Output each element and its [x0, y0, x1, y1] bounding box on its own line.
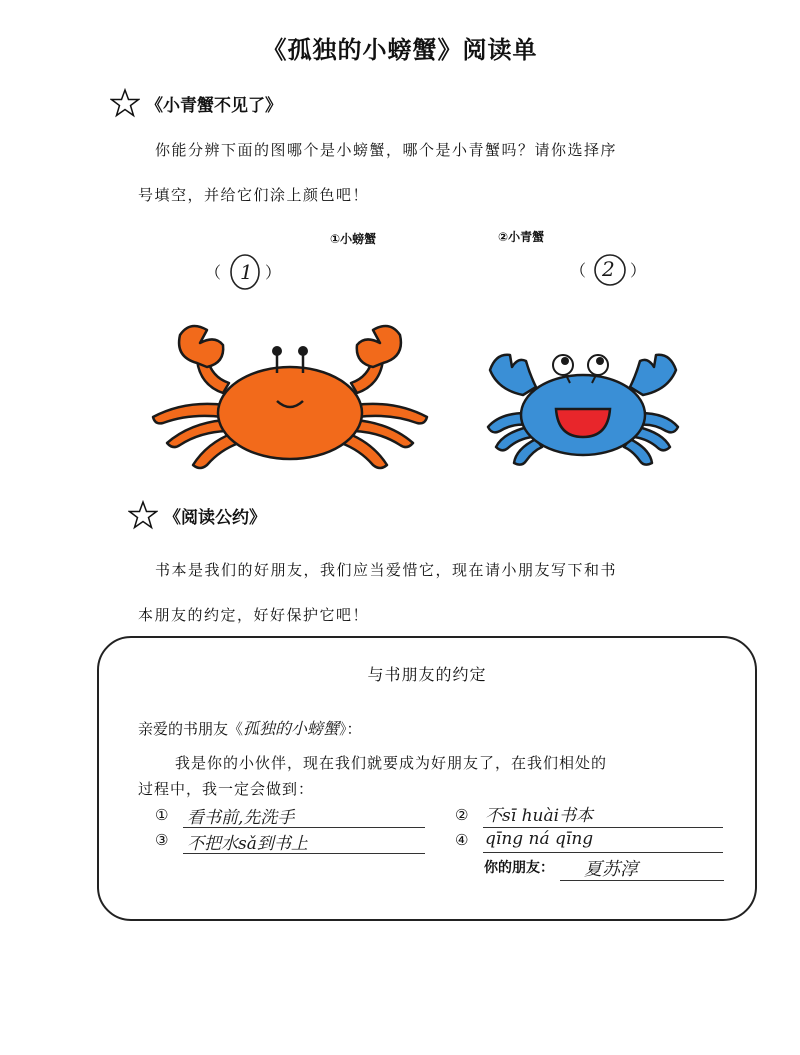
section1-heading-row: [110, 88, 282, 118]
greeting-book-title: 孤独的小螃蟹: [243, 719, 340, 738]
agreement-body-line1: 我是你的小伙伴，现在我们就要成为好朋友了，在我们相处的: [175, 754, 608, 772]
paren-close: ）: [630, 261, 647, 280]
answer-left: 1: [240, 260, 253, 284]
promise-num-3: ③: [155, 831, 169, 849]
page-title: 《孤独的小螃蟹》阅读单: [262, 36, 538, 64]
promise-text-2: 不sī huài书本: [485, 806, 594, 826]
option1-label: ①小螃蟹: [330, 232, 377, 246]
star-icon: [110, 88, 140, 118]
orange-crab-illustration: [145, 305, 435, 480]
promise-text-3: 不把水sǎ到书上: [187, 834, 308, 854]
friend-signature: [484, 853, 724, 883]
section2-heading-row: [128, 500, 266, 530]
greeting-prefix: 亲爱的书朋友《: [138, 720, 244, 738]
promise-num-4: ④: [455, 831, 469, 849]
promise-item-3: [155, 828, 425, 854]
option2-label: ②小青蟹: [498, 230, 545, 244]
section2-text-line2: 本朋友的约定，好好保护它吧！: [138, 606, 370, 624]
paren-close: ）: [265, 263, 282, 282]
section1-instruction-line1: 你能分辨下面的图哪个是小螃蟹，哪个是小青蟹吗？请你选择序: [155, 141, 618, 159]
write-line: [560, 880, 724, 881]
star-icon: [128, 500, 158, 530]
section1-heading: 《小青蟹不见了》: [146, 95, 282, 116]
promise-text-1: 看书前,先洗手: [187, 808, 295, 828]
agreement-title: 与书朋友的约定: [367, 665, 487, 684]
write-line: [183, 853, 425, 854]
friend-name: 夏苏淳: [584, 859, 638, 880]
promise-item-4: [455, 828, 723, 854]
blue-crab-illustration: [478, 345, 688, 475]
answer-blank-left: [205, 252, 295, 292]
answer-right: 2: [602, 257, 615, 281]
answer-blank-right: [570, 250, 660, 290]
agreement-body-line2: 过程中，我一定会做到：: [138, 780, 315, 798]
paren-open: （: [205, 263, 222, 282]
section2-text-line1: 书本是我们的好朋友，我们应当爱惜它，现在请小朋友写下和书: [155, 561, 618, 579]
section1-instruction-line2: 号填空，并给它们涂上颜色吧！: [138, 186, 370, 204]
promise-text-4: qīng ná qīng: [485, 829, 594, 849]
friend-label: 你的朋友：: [484, 860, 554, 876]
section2-heading: 《阅读公约》: [164, 507, 266, 528]
promise-item-2: [455, 801, 723, 827]
promise-item-1: [155, 803, 425, 829]
promise-num-2: ②: [455, 806, 469, 824]
agreement-greeting: [138, 716, 362, 739]
paren-open: （: [570, 261, 587, 280]
promise-num-1: ①: [155, 806, 169, 824]
greeting-suffix: 》：: [339, 720, 362, 738]
